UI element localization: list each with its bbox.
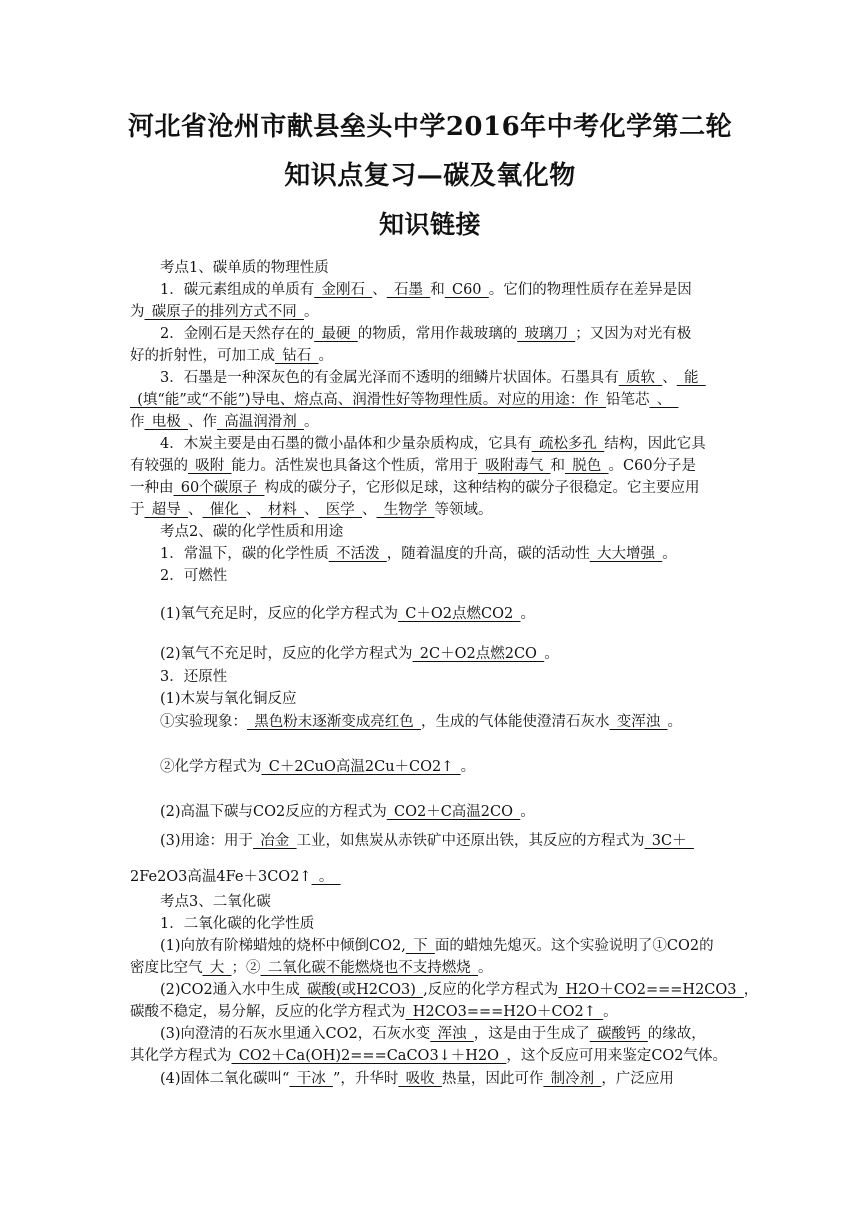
body-line: (2)CO2通入水中生成 碳酸(或H2CO3) ,反应的化学方程式为 H2O＋CO2===H2CO3 ， <box>160 982 759 998</box>
body-line: ②化学方程式为 C＋2CuO高温2Cu＋CO2↑ 。 <box>160 759 476 775</box>
body-line: 2Fe2O3高温4Fe＋3CO2↑ 。 <box>130 869 341 885</box>
document-title-line-2: 知识点复习—碳及氧化物 <box>284 161 576 191</box>
body-line: 考点1、碳单质的物理性质 <box>160 260 329 276</box>
body-line: (3)向澄清的石灰水里通入CO2，石灰水变 浑浊 ，这是由于生成了 碳酸钙 的缘故， <box>160 1026 706 1042</box>
body-line: 1．碳元素组成的单质有 金刚石 、 石墨 和 C60 。它们的物理性质存在差异是因 <box>160 282 692 298</box>
body-line: 2．金刚石是天然存在的 最硬 的物质，常用作裁玻璃的 玻璃刀 ；又因为对光有极 <box>160 326 692 342</box>
body-line: (1)氧气充足时，反应的化学方程式为 C＋O2点燃CO2 。 <box>160 606 535 622</box>
body-line: 考点3、二氧化碳 <box>160 894 271 910</box>
body-line: (填“能”或“不能”)导电、熔点高、润滑性好等物理性质。对应的用途：作 铅笔芯 、 <box>130 392 679 408</box>
body-line: (4)固体二氧化碳叫“ 干冰 ”，升华时 吸收 热量，因此可作 制冷剂 ，广泛应用 <box>160 1071 674 1087</box>
body-line: 其化学方程式为 CO2＋Ca(OH)2===CaCO3↓＋H2O ，这个反应可用来鉴定CO2气体。 <box>130 1048 728 1064</box>
body-line: 一种由 60个碳原子 构成的碳分子，它形似足球，这种结构的碳分子很稳定。它主要应用 <box>130 480 700 496</box>
body-line: ①实验现象： 黑色粉末逐渐变成亮红色 ，生成的气体能使澄清石灰水 变浑浊 。 <box>160 714 682 730</box>
body-line: 作 电极 、作 高温润滑剂 。 <box>130 414 319 430</box>
body-line: 碳酸不稳定，易分解，反应的化学方程式为 H2CO3===H2O＋CO2↑ 。 <box>130 1004 618 1020</box>
body-line: 好的折射性，可加工成 钻石 。 <box>130 348 333 364</box>
body-line: 考点2、碳的化学性质和用途 <box>160 524 344 540</box>
section-heading: 知识链接 <box>378 210 481 239</box>
body-line: 2．可燃性 <box>160 568 228 584</box>
body-line: (3)用途：用于 冶金 工业，如焦炭从赤铁矿中还原出铁，其反应的方程式为 3C＋ <box>160 833 694 849</box>
body-line: 1．二氧化碳的化学性质 <box>160 916 315 932</box>
body-line: (2)高温下碳与CO2反应的方程式为 CO2＋C高温2CO 。 <box>160 804 535 820</box>
body-line: 于 超导 、 催化 、 材料 、 医学 、 生物学 等领域。 <box>130 502 493 518</box>
body-line: 3．石墨是一种深灰色的有金属光泽而不透明的细鳞片状固体。石墨具有 质软 、 能 <box>160 370 706 386</box>
document-title-line-1: 河北省沧州市献县垒头中学2016年中考化学第二轮 <box>127 112 733 142</box>
body-line: (1)木炭与氧化铜反应 <box>160 691 297 707</box>
body-line: 为 碳原子的排列方式不同 。 <box>130 304 319 320</box>
body-line: (1)向放有阶梯蜡烛的烧杯中倾倒CO2, 下 面的蜡烛先熄灭。这个实验说明了①CO2的 <box>160 938 714 954</box>
body-line: 3．还原性 <box>160 669 228 685</box>
body-line: 1．常温下，碳的化学性质 不活泼 ，随着温度的升高，碳的活动性 大大增强 。 <box>160 546 677 562</box>
body-line: 有较强的 吸附 能力。活性炭也具备这个性质，常用于 吸附毒气 和 脱色 。C60分子是 <box>130 458 697 474</box>
body-line: 密度比空气 大 ；② 二氧化碳不能燃烧也不支持燃烧 。 <box>130 960 493 976</box>
body-line: (2)氧气不充足时，反应的化学方程式为 2C＋O2点燃2CO 。 <box>160 646 559 662</box>
body-line: 4．木炭主要是由石墨的微小晶体和少量杂质构成，它具有 疏松多孔 结构，因此它具 <box>160 436 706 452</box>
